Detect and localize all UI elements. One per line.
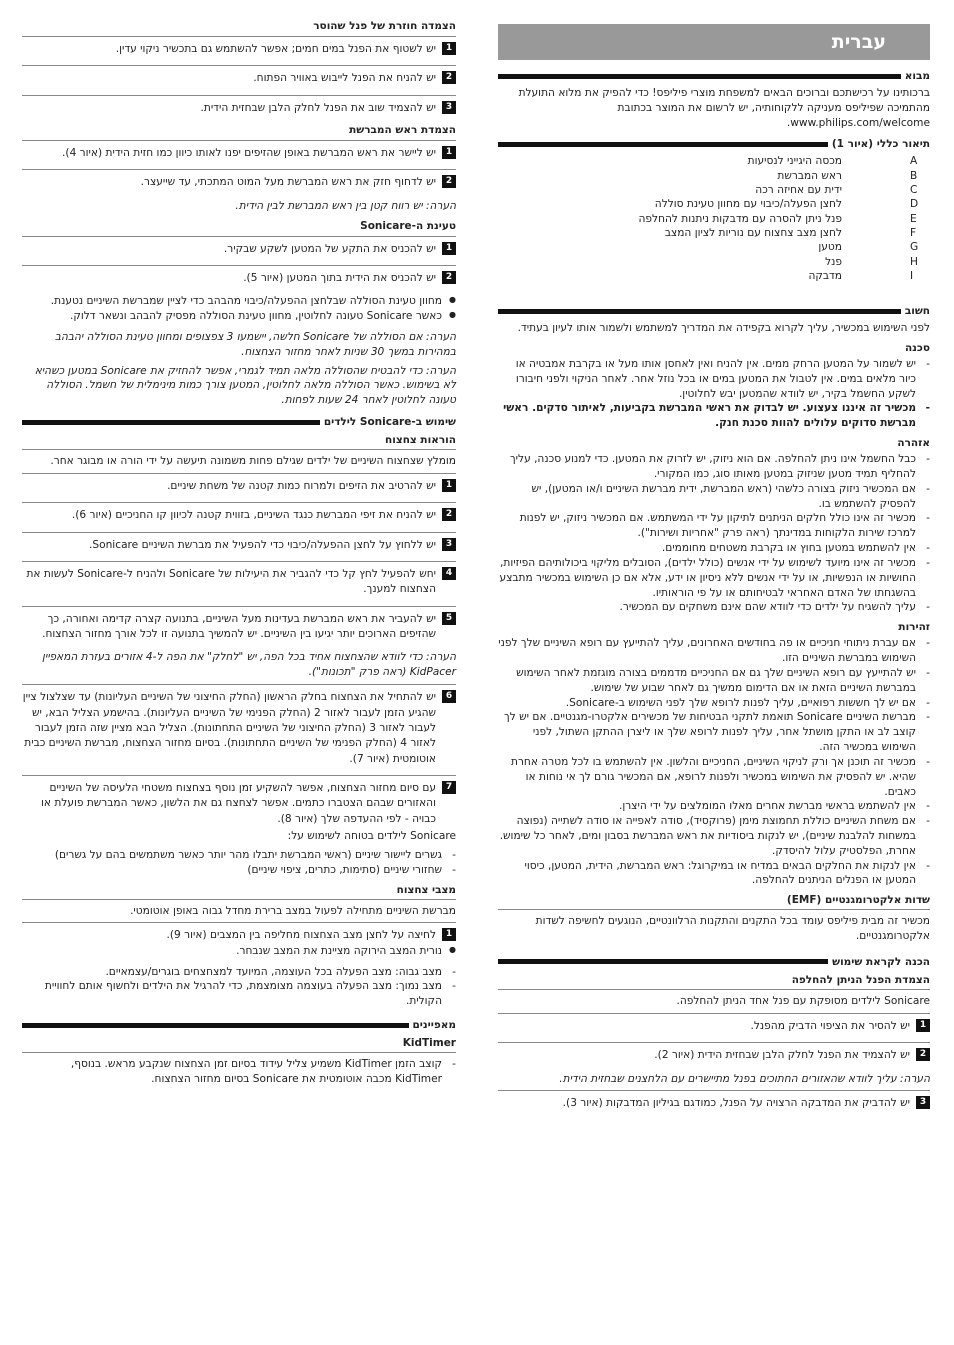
caution-heading: זהירות [898, 621, 930, 634]
list-item: ● נורית המצב הירוקה מציינת את המצב שנבחר. [22, 944, 456, 959]
list-item [498, 255, 930, 269]
step-text: יש להסיר את הציפוי הדביק מהפנל. [750, 1019, 910, 1032]
step-text: יש לדחוף חזק את ראש המברשת מעל המוט המתכתי, עד שייעצר. [140, 176, 436, 189]
emf-heading: שדות אלקטרומגנטיים (EMF) [786, 894, 930, 907]
step-number: 1 [442, 42, 456, 55]
list-item: - שחזורי שיניים (סתימות, כתרים, ציפוי שיניים) [22, 863, 456, 878]
kidtimer-list [22, 1057, 456, 1087]
charging-bullets [22, 294, 456, 324]
part-text: מכסה היגייני לנסיעות [747, 155, 842, 168]
list-item: - עליך להשגיח על ילדים כדי לוודא שהם אינם משחקים עם המכשיר. [498, 600, 930, 615]
step [22, 140, 456, 161]
kids-heading: שימוש ב-Sonicare לילדים [323, 416, 456, 429]
step [22, 502, 456, 523]
step-number: 2 [442, 508, 456, 521]
divider [498, 989, 930, 990]
step-number: 2 [442, 175, 456, 188]
step-number: 5 [442, 612, 456, 625]
modes-dot-list [22, 944, 456, 959]
list-item: - מכשיר זה אינו כולל חלקים הניתנים לתיקון על ידי המשתמש. אם המכשיר ניזוק, יש לפנות למרכז שירות הלקוחות במדינתך (ראה פרק "אחריות ושירות"). [498, 511, 930, 541]
step [22, 606, 456, 643]
part-letter: B [910, 169, 918, 182]
step-text: לחיצה על לחצן מצב הצחצוח מחליפה בין המצבים (איור 9). [166, 929, 436, 942]
divider [22, 449, 456, 450]
part-letter: D [910, 198, 919, 211]
brushhead-heading: הצמדת ראש המברשת [349, 124, 456, 137]
list-item: - אין לנקות את החלקים הבאים במדיח או במיקרוגל: ראש המברשת, הידית, המטען, כיסוי המטען או הפנלים הניתנים להחלפה. [498, 859, 930, 889]
charging-heading: טעינת ה-Sonicare [360, 219, 456, 232]
step-text: יש להכניס את התקע של המטען לשקע שבקיר. [223, 242, 436, 255]
divider [22, 899, 456, 900]
step [498, 1090, 930, 1111]
list-item: - יש להתייעץ עם רופא השיניים שלך גם אם החניכיים מדממים בצורה מוגזמת לאחר השימוש במברשת השיניים הזאת או אם הדימום ממשיך גם לאחר שבוע של שימוש. [498, 666, 930, 696]
step-text: יש להרטיב את הזיפים ולמרוח כמות קטנה של משחת שיניים. [167, 479, 436, 492]
section-rule [498, 74, 901, 79]
list-item [498, 226, 930, 240]
list-item: - אם יש לך חששות רפואיים, עליך לפנות לרופא שלך לפני השימוש ב-Sonicare. [498, 696, 930, 711]
step [22, 532, 456, 553]
section-rule [22, 420, 320, 425]
intro-text: ברכותינו על רכישתכם וברוכים הבאים למשפחת מוצרי פיליפס! כדי להפיק את מלוא התועלת מהתמיכה שפיליפס מעניקה ללקוחותיה, יש לרשום את המוצר בכתובת www.philips.com/welcome. [518, 87, 930, 129]
step-text: יש להכניס את הידית בתוך המטען (איור 5). [243, 271, 436, 284]
part-text: ראש המברשת [777, 169, 842, 182]
list-item [498, 183, 930, 197]
list-item: - אין להשתמש במטען בחוץ או בקרבת משטחים מחוממים. [498, 541, 930, 556]
step [498, 1042, 930, 1063]
list-item: - אם משחת השיניים כוללת תחמוצת מימן (פרוקסיד), סודה לאפייה או סודה לשתייה (נפוצה במשחות להלבנת שיניים), יש לנקות ביסודיות את ראש המברשת בסבון ומים, לאחר כל שימוש. אחרת, הפלסטיק עלול להיסדק. [498, 814, 930, 858]
list-item: - מכשיר זה איננו צעצוע. יש לבדוק את ראשי המברשת בקביעות, לאיתור סדקים. ראשי מברשת סדוקים עלולים להוות סכנת חנק. [498, 401, 930, 431]
list-item [498, 169, 930, 183]
step [498, 1013, 930, 1034]
left-column [22, 14, 456, 1093]
emf-text: מכשיר זה מבית פיליפס עומד בכל התקנים והתקנות הרלוונטיים, הנוגעים לחשיפה לשדות אלקטרומגנטיים. [535, 915, 930, 943]
list-item: - אם עברת ניתוחי חניכיים או פה בחודשים האחרונים, עליך להתייעץ עם רופא השיניים שלך לפני השימוש במברשת השיניים הזו. [498, 636, 930, 666]
attach-panel-intro: Sonicare לילדים מסופקת עם פנל אחד הניתן להחלפה. [676, 994, 930, 1007]
step-number: 1 [442, 479, 456, 492]
step-number: 3 [442, 538, 456, 551]
safe-intro: Sonicare לילדים בטוחה לשימוש על: [287, 830, 456, 843]
list-item: - גשרים ליישור שיניים (ראשי המברשת יתבלו מהר יותר כאשר משתמשים בהם על גשרים) [22, 848, 456, 863]
brushing-heading: הוראות צחצוח [385, 434, 456, 447]
step-number: 3 [442, 101, 456, 114]
intro-section-header [498, 70, 930, 82]
list-item: - כבל החשמל אינו ניתן להחלפה. אם הוא ניזוק, יש לזרוק את המטען. כדי למנוע סכנה, עליך להחליף תמיד מטען שניזוק במטען מאותו סוג, כמו המקורי. [498, 452, 930, 482]
step-text: יש להצמיד את הפנל לחלק הלבן שבחזית הידית (איור 2). [654, 1049, 910, 1062]
step [22, 95, 456, 116]
step [22, 775, 456, 827]
step-number: 2 [442, 71, 456, 84]
desc-section-header [498, 138, 930, 150]
list-item [498, 197, 930, 211]
list-item: - מכשיר זה אינו מיועד לשימוש על ידי אנשים (כולל ילדים), הסובלים מליקוי ביכולותיהם הפיזיות, החושיות או הנפשיות, או על ידי אנשים ללא ניסיון או ידע, אלא אם כן השימוש במכשיר מתבצע בהשגחתו של האדם האחראי לבטיחותם או על פי הוראותיו. [498, 556, 930, 600]
step-text: יש להצמיד שוב את הפנל לחלק הלבן שבחזית הידית. [200, 101, 436, 114]
step [22, 36, 456, 57]
part-letter: A [910, 155, 918, 168]
reattach-heading: הצמדה חוזרת של פנל שהוסר [313, 20, 456, 32]
kidtimer-heading: KidTimer [402, 1037, 456, 1049]
modes-list [22, 965, 456, 1009]
step-number: 1 [442, 242, 456, 255]
warning-list [498, 452, 930, 615]
prepare-heading: הכנה לקראת שימוש [832, 955, 930, 968]
list-item: - קוצב הזמן KidTimer משמיע צליל עידוד בסיום זמן הצחצוח שנקבע מראש. בנוסף, KidTimer מכבה אוטומטית את Sonicare בסיום מחזור הצחצוח. [22, 1057, 456, 1087]
charging-note-2: הערה: כדי להבטיח שהסוללה מלאה תמיד לגמרי, אפשר להחזיק את Sonicare במטען כשהיא לא בשימוש. כאשר הסוללה מלאה לחלוטין, המטען צורך כמות מינימלית של חשמל. הסוללה טעונה לחלוטין לאחר 24 שעות לפחות. [34, 364, 456, 407]
brushhead-note: הערה: יש רווח קטן בין ראש המברשת לבין הידית. [235, 199, 456, 212]
part-text: ידית עם אחיזה רכה [755, 184, 842, 197]
step [22, 684, 456, 767]
kids-section-header [22, 416, 456, 428]
right-column [498, 14, 930, 1120]
step-number: 2 [916, 1048, 930, 1061]
desc-heading: תיאור כללי (איור 1) [831, 138, 930, 151]
important-text: לפני השימוש במכשיר, עליך לקרוא בקפידה את המדריך למשתמש ולשמור אותו לעיון בעתיד. [517, 322, 930, 335]
step-number: 1 [442, 146, 456, 159]
part-letter: G [910, 241, 919, 254]
step-text: יש להתחיל את הצחצוח בחלק הראשון (החלק החיצוני של השיניים העליונות) עד שצלצול ציין שהגיע הזמן לעבור לאזור 2 (החלק הפנימי של השיניים העליונות). בהישמע הצליל הבא, יש לעבור לאזור 3 (החלק החיצוני של השיניים התחתונות). הצליל הבא מציין שזה הזמן לעבור לאזור 4 (החלק הפנימי של השיניים התחתונות). בסיום מחזור הצחצוח, מברשת השיניים כבית אוטומטית (איור 7). [22, 691, 436, 765]
step-text: יחש להפעיל לחץ קל כדי להגביר את היעילות של Sonicare ולהניח ל-Sonicare לעשות את הצחצוח למענך. [26, 568, 436, 596]
step-number: 1 [442, 928, 456, 941]
section-rule [498, 142, 828, 147]
important-section-header [498, 305, 930, 317]
part-letter: C [910, 184, 918, 197]
part-letter: I [910, 269, 914, 282]
list-item [498, 212, 930, 226]
step [22, 169, 456, 190]
charging-note-1: הערה: אם הסוללה של Sonicare חלשה, יישמעו 3 צפצופים ומחוון טעינת הסוללה יהבהב במהירות במשך 30 שניות לאחר מחזור הצחצוח. [54, 331, 456, 358]
list-item [498, 269, 930, 283]
step [22, 561, 456, 598]
parts-list [498, 154, 930, 283]
step-number: 2 [442, 271, 456, 284]
step-text: יש לשטוף את הפנל במים חמים; אפשר להשתמש גם בתכשיר ניקוי עדין. [115, 43, 436, 55]
part-letter: H [910, 255, 918, 268]
step [22, 236, 456, 257]
list-item: - יש לשמור על המטען הרחק ממים. אין להניח ואין לאחסן אותו מעל או בקרבת אמבטיה או כיור מלאים במים. אין לטבול את המטען במים או בכל נוזל אחר. לאחר הניקוי ולפני חיבורו לשקע החשמל בקיר, יש לוודא שהמטען יבש לחלוטין. [498, 357, 930, 401]
step-text: יש להעביר את ראש המברשת בעדינות מעל השיניים, בתנועה קצרה קדימה ואחורה, כך שהזיפים הארוכים יותר יגיעו בין השיניים. יש להמשיך בתנועה זו לכל אורך מחזור הצחצוח. [42, 612, 436, 641]
list-item: - אם המכשיר ניזוק בצורה כלשהי (ראש המברשת, ידית מברשת השיניים ו/או המטען), יש להפסיק להשתמש בו. [498, 482, 930, 512]
safe-list [22, 848, 456, 878]
caution-list [498, 636, 930, 888]
part-text: פנל ניתן להסרה עם מדבקות ניתנות להחלפה [638, 212, 842, 225]
features-heading: מאפיינים [412, 1019, 456, 1031]
part-text: פנל [825, 255, 842, 268]
part-text: מטען [818, 241, 842, 254]
brushing-intro: מומלץ שצחצוח השיניים של ילדים שגילם פחות משמונה תיעשה על ידי הורה או מבוגר אחר. [50, 455, 456, 468]
attach-panel-heading: הצמדת הפנל הניתן להחלפה [791, 973, 930, 986]
attach-note: הערה: עליך לוודא שהאזורים החתוכים בפנל מתיישרים עם הלחצנים שבחזית הידית. [559, 1072, 930, 1085]
step-text: יש ליישר את ראש המברשת באופן שהזיפים יפנו לאותו כיוון כמו חזית הידית (איור 4). [62, 147, 436, 160]
list-item: - מצב נמוך: מצב הפעלה בעוצמה מצומצמת, כדי להרגיל את הילדים ולחשוף אותם לחוויית הקולית. [22, 979, 456, 1009]
step-text: יש ללחוץ על לחצן ההפעלה/כיבוי כדי להפעיל את מברשת השיניים Sonicare. [89, 538, 436, 551]
part-letter: F [910, 226, 917, 239]
step [22, 65, 456, 86]
language-title-bar: עברית [498, 24, 930, 60]
list-item [498, 240, 930, 254]
step-number: 1 [916, 1019, 930, 1032]
section-rule [498, 309, 901, 314]
list-item: - מצב גבוה: מצב הפעלה בכל העוצמה, המיועד למצחצחים בוגרים/עצמאיים. [22, 965, 456, 980]
step-number: 3 [916, 1096, 930, 1109]
warning-heading: אזהרה [897, 437, 930, 450]
step-text: יש להניח את הפנל לייבוש באוויר הפתוח. [253, 72, 436, 85]
step-number: 7 [442, 781, 456, 794]
step-text: יש להניח את זיפי המברשת כנגד השיניים, בזווית קטנה לכיוון קו החניכיים (איור 6). [71, 509, 436, 522]
prepare-section-header [498, 956, 930, 968]
brushing-note: הערה: כדי לוודא שהצחצוח אחיד בכל הפה, יש "לחלק" את הפה ל-4 אזורים בעזרת המאפיין KidPacer (ראה פרק "תכונות"). [41, 651, 456, 679]
danger-heading: סכנה [904, 341, 930, 354]
list-item: ● מחוון טעינת הסוללה שבלחצן ההפעלה/כיבוי מהבהב כדי לציין שמברשת השיניים נטענת. [22, 294, 456, 309]
step-number: 4 [442, 567, 456, 580]
part-letter: E [910, 212, 917, 225]
features-section-header [22, 1019, 456, 1031]
danger-list [498, 357, 930, 431]
part-text: מדבקה [808, 269, 842, 282]
part-text: לחצן מצב צחצוח עם נוריות לציון המצב [664, 226, 842, 239]
intro-heading: מבוא [904, 70, 930, 82]
list-item: - מברשת השיניים Sonicare תואמת לתקני הבטיחות של מכשירים אלקטרו-מגנטיים. אם יש לך קוצב לב או התקן מושתל אחר, עליך לפנות לרופא שלך או ליצרן ההתקן השתול, לפני השימוש במכשיר הזה. [498, 710, 930, 754]
modes-intro: מברשת השיניים מתחילה לפעול במצב ברירת מחדל גבוה באופן אוטומטי. [130, 904, 456, 917]
step-number: 6 [442, 690, 456, 703]
list-item: - אין להשתמש בראשי מברשת אחרים מאלו המומלצים על ידי היצרן. [498, 799, 930, 814]
list-item: - מכשיר זה תוכנן אך ורק לניקוי השיניים, החניכיים והלשון. אין להשתמש בו לכל מטרה אחרת שהיא. יש להפסיק את השימוש במכשיר ולפנות לרופא, אם המכשיר גורם לך אי נוחות או כאבים. [498, 755, 930, 799]
list-item [498, 154, 930, 168]
step-text: יש להדביק את המדבקה הרצויה על הפנל, כמודגם בגיליון המדבקות (איור 3). [562, 1097, 910, 1110]
part-text: לחצן הפעלה/כיבוי עם מחוון טעינת סוללה [654, 198, 842, 211]
section-rule [22, 1023, 409, 1028]
important-heading: חשוב [904, 305, 930, 318]
step [22, 922, 456, 943]
list-item: ● כאשר Sonicare טעונה לחלוטין, מחוון טעינת הסוללה מפסיק להבהב ונשאר דלוק. [22, 309, 456, 324]
modes-heading: מצבי צחצוח [396, 883, 456, 896]
step [22, 473, 456, 494]
step-text: עם סיום מחזור הצחצוח, אפשר להשקיע זמן נוסף בצחצוח משטחי הלעיסה של השיניים והאזורים שבהם הצטברו כתמים. אפשר לצחצח גם את הלשון, כאשר המברשת פועלת או כבויה - לפי ההעדפה שלך (איור 8). [41, 781, 436, 825]
step [22, 265, 456, 286]
divider [498, 909, 930, 910]
divider [22, 1052, 456, 1053]
section-rule [498, 959, 828, 964]
